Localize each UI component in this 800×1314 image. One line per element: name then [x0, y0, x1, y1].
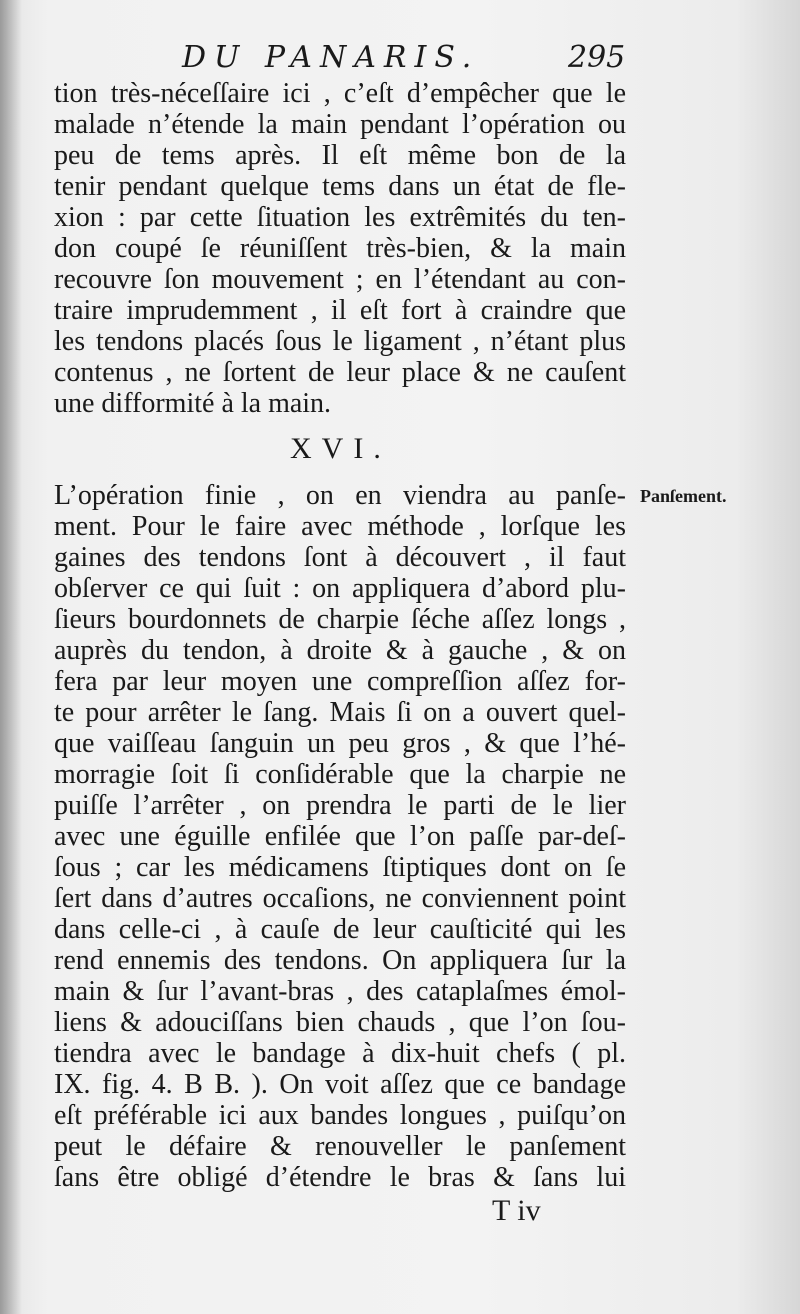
text-line: ment. Pour le faire avec méthode , lorſque les — [54, 511, 626, 542]
text-line: obſerver ce qui ſuit : on appliquera d’abord plu- — [54, 573, 626, 604]
text-line: ſans être obligé d’étendre le bras & ſans lui — [54, 1162, 626, 1193]
text-line: peut le défaire & renouveller le panſement — [54, 1131, 626, 1162]
text-line: xion : par cette ſituation les extrêmités du ten- — [54, 202, 626, 233]
text-line: tenir pendant quelque tems dans un état de fle- — [54, 171, 626, 202]
text-line: tion très-néceſſaire ici , c’eſt d’empêcher que le — [54, 78, 626, 109]
text-line: IX. fig. 4. B B. ). On voit aſſez que ce bandage — [54, 1069, 626, 1100]
page-number: 295 — [568, 40, 626, 75]
text-line: morragie ſoit ſi conſidérable que la charpie ne — [54, 759, 626, 790]
signature-mark: T iv — [492, 1194, 541, 1227]
section-number: XVI. — [290, 432, 391, 465]
text-line: traire imprudemment , il eſt fort à craindre que — [54, 295, 626, 326]
text-line: fera par leur moyen une compreſſion aſſez for- — [54, 666, 626, 697]
text-line: auprès du tendon, à droite & à gauche , & on — [54, 635, 626, 666]
text-line: ſous ; car les médicamens ſtiptiques dont on ſe — [54, 852, 626, 883]
text-line: gaines des tendons ſont à découvert , il faut — [54, 542, 626, 573]
text-line: ſert dans d’autres occaſions, ne conviennent point — [54, 883, 626, 914]
margin-note: Panſement. — [640, 486, 727, 506]
text-line: puiſſe l’arrêter , on prendra le parti de le lier — [54, 790, 626, 821]
text-line: une difformité à la main. — [54, 388, 332, 419]
text-line: L’opération finie , on en viendra au panſe- — [54, 480, 626, 511]
text-line: ſieurs bourdonnets de charpie ſéche aſſez longs , — [54, 604, 626, 635]
text-line: te pour arrêter le ſang. Mais ſi on a ouvert quel- — [54, 697, 626, 728]
text-line: les tendons placés ſous le ligament , n’étant plus — [54, 326, 626, 357]
text-line: liens & adouciſſans bien chauds , que l’on ſou- — [54, 1007, 626, 1038]
text-line: peu de tems après. Il eſt même bon de la — [54, 140, 626, 171]
text-line: rend ennemis des tendons. On appliquera ſur la — [54, 945, 626, 976]
text-line: dans celle-ci , à cauſe de leur cauſticité qui les — [54, 914, 626, 945]
running-title: DU PANARIS. — [182, 40, 480, 75]
text-line: contenus , ne ſortent de leur place & ne cauſent — [54, 357, 626, 388]
text-line: eſt préférable ici aux bandes longues , puiſqu’on — [54, 1100, 626, 1131]
page-gutter-shadow — [0, 0, 22, 1314]
paragraph-2 — [54, 480, 626, 1193]
text-line: recouvre ſon mouvement ; en l’étendant au con- — [54, 264, 626, 295]
text-line: tiendra avec le bandage à dix-huit chefs ( pl. — [54, 1038, 626, 1069]
text-line: main & ſur l’avant-bras , des cataplaſmes émol- — [54, 976, 626, 1007]
paragraph-1 — [54, 78, 626, 419]
text-line: que vaiſſeau ſanguin un peu gros , & que l’hé- — [54, 728, 626, 759]
text-line: avec une éguille enfilée que l’on paſſe par-deſ- — [54, 821, 626, 852]
text-line: malade n’étende la main pendant l’opération ou — [54, 109, 626, 140]
text-line: don coupé ſe réuniſſent très-bien, & la main — [54, 233, 626, 264]
